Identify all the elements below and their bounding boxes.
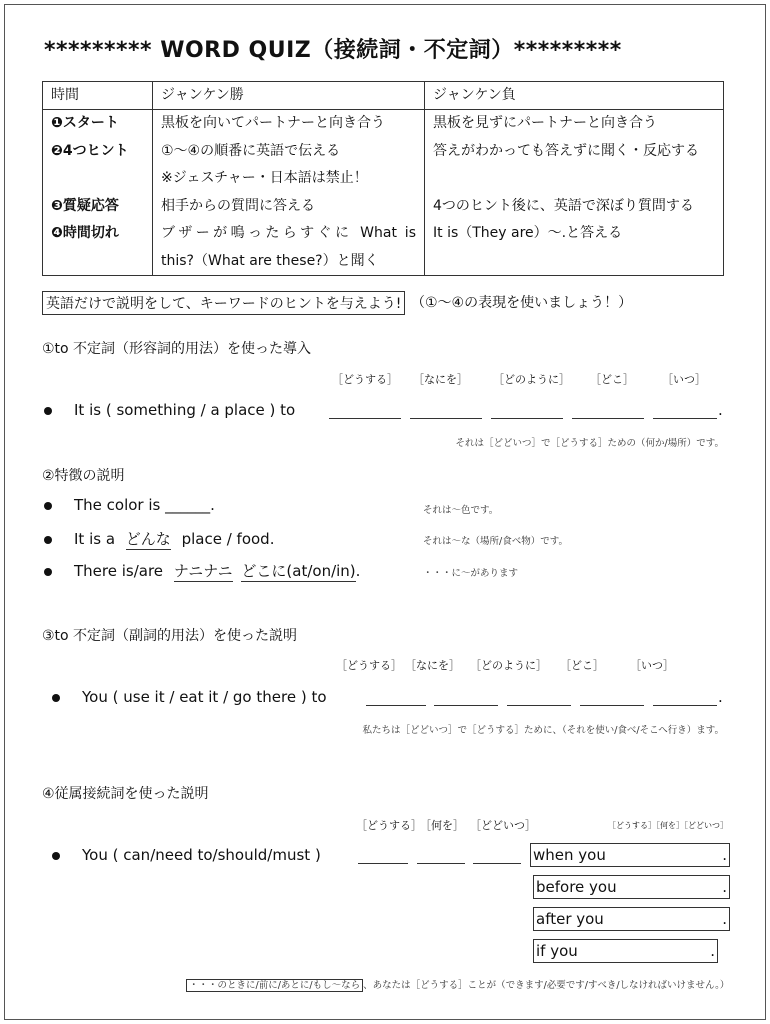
time-line: ❸質疑応答 [51, 197, 119, 214]
winner-line: ※ジェスチャー・日本語は禁止！ [161, 170, 368, 186]
hint-label: ［いつ］ [630, 659, 674, 672]
answer-blank[interactable] [653, 405, 717, 419]
bullet-dot [44, 502, 52, 510]
sentence-text: You ( can/need to/should/must ) [82, 846, 321, 864]
section4-translation [186, 977, 729, 991]
bullet-dot [44, 536, 52, 544]
instruction-note: （①〜④の表現を使いましょう！） [411, 295, 633, 311]
hint-label: ［どのように］ [493, 373, 570, 386]
section3-translation: 私たちは［どどいつ］で［どうする］ために、（それを使い/食べ/そこへ行き）ます。 [362, 725, 724, 736]
winner-line: ブザーが鳴ったらすぐに What is [161, 225, 416, 241]
answer-blank[interactable] [358, 850, 408, 864]
clause-period: . [722, 878, 727, 896]
clause-box-after[interactable] [533, 907, 730, 931]
schedule-table [42, 81, 724, 276]
answer-blank[interactable] [329, 405, 401, 419]
hint-label: ［なにを］ [405, 659, 460, 672]
answer-blank[interactable] [580, 692, 644, 706]
loser-line: 黒板を見ずにパートナーと向き合う [433, 115, 657, 131]
header-loser: ジャンケン負 [425, 82, 724, 110]
hint-label: ［どどいつ］ [470, 819, 536, 832]
item-placeholder: ナニナニ [173, 562, 233, 580]
time-line: ❹時間切れ [51, 225, 119, 241]
footnote-boxed: ・・・のときに/前に/あとに/もし〜なら [186, 979, 363, 992]
section4-sentence-row [52, 846, 321, 864]
loser-line: It is（They are）〜.と答える [433, 225, 623, 241]
hint-label: ［どこ］ [560, 659, 604, 672]
section1-translation: それは［どどいつ］で［どうする］ための（何か/場所）です。 [455, 438, 724, 449]
table-header-row [43, 82, 724, 110]
section4-hints-small: ［どうする］［何を］［どどいつ］ [608, 821, 728, 830]
answer-blank[interactable] [653, 692, 717, 706]
table-body-row [43, 110, 724, 276]
answer-blank[interactable] [507, 692, 571, 706]
winner-column [153, 110, 425, 276]
winner-line: 黒板を向いてパートナーと向き合う [161, 115, 385, 131]
sentence-period: . [718, 688, 723, 706]
section3-heading: ③to 不定詞（副詞的用法）を使った説明 [42, 628, 298, 644]
bullet-dot [44, 407, 52, 415]
hint-label: ［何を］ [420, 819, 464, 832]
section1-sentence-row [44, 401, 295, 419]
loser-column [425, 110, 724, 276]
clause-text: before you [536, 878, 617, 896]
item-note: それは〜な（場所/食べ物）です。 [423, 536, 568, 547]
clause-box-if[interactable] [533, 939, 718, 963]
answer-blank[interactable] [366, 692, 426, 706]
item-text: There is/are [74, 562, 164, 580]
section2-item [44, 496, 215, 514]
loser-line: 答えがわかっても答えずに聞く・反応する [433, 142, 699, 159]
item-note: ・・・に〜があります [423, 568, 519, 579]
section3-sentence-row [52, 688, 327, 706]
loser-line: 4つのヒント後に、英語で深ぼり質問する [433, 197, 694, 214]
sentence-period: . [718, 401, 723, 419]
hint-label: ［どうする］ [332, 373, 398, 386]
section1-hints [0, 371, 770, 385]
sentence-text: It is ( something / a place ) to [74, 401, 296, 419]
answer-blank[interactable] [417, 850, 465, 864]
item-note: それは〜色です。 [423, 505, 499, 516]
page-title: ********* WORD QUIZ（接続詞・不定詞）********* [44, 38, 622, 63]
time-line [51, 165, 144, 193]
header-winner: ジャンケン勝 [153, 82, 425, 110]
bullet-dot [52, 694, 60, 702]
bullet-dot [44, 568, 52, 576]
section2-heading: ②特徴の説明 [42, 468, 125, 484]
winner-line: this?（What are these?）と聞く [161, 252, 379, 269]
instruction-boxed: 英語だけで説明をして、キーワードのヒントを与えよう! [42, 291, 405, 315]
clause-text: if you [536, 942, 578, 960]
bullet-dot [52, 852, 60, 860]
answer-blank[interactable] [491, 405, 563, 419]
item-text: place / food. [181, 530, 275, 548]
answer-blank[interactable] [473, 850, 521, 864]
section2-item [44, 528, 274, 549]
answer-blank[interactable] [572, 405, 644, 419]
hint-label: ［どのように］ [470, 659, 547, 672]
clause-period: . [722, 846, 727, 864]
section2-item [44, 560, 360, 581]
answer-blank[interactable] [434, 692, 498, 706]
hint-label: ［なにを］ [413, 373, 468, 386]
item-text: It is a [74, 530, 116, 548]
winner-line: ①〜④の順番に英語で伝える [161, 142, 341, 159]
time-column [43, 110, 153, 276]
hint-label: ［いつ］ [662, 373, 706, 386]
item-text: . [355, 562, 361, 580]
time-line: ❷4つヒント [51, 142, 129, 159]
sentence-text: You ( use it / eat it / go there ) to [82, 688, 327, 706]
loser-line [433, 165, 715, 193]
section1-heading: ①to 不定詞（形容詞的用法）を使った導入 [42, 341, 312, 357]
hint-label: ［どこ］ [590, 373, 634, 386]
header-time: 時間 [43, 82, 153, 110]
clause-period: . [710, 942, 715, 960]
hint-label: ［どうする］ [336, 659, 402, 672]
hint-label: ［どうする］ [356, 819, 422, 832]
clause-text: after you [536, 910, 604, 928]
item-placeholder: どんな [125, 530, 171, 548]
section3-hints [0, 657, 770, 671]
item-placeholder: どこに(at/on/in) [241, 562, 356, 580]
winner-line: 相手からの質問に答える [161, 197, 315, 214]
clause-period: . [722, 910, 727, 928]
answer-blank[interactable] [410, 405, 482, 419]
clause-box-when[interactable] [530, 843, 730, 867]
clause-text: when you [533, 846, 606, 864]
item-blank: ______. [165, 496, 215, 514]
footnote-text: 、あなたは［どうする］ことが（できます/必要です/すべき/しなければいけません。） [363, 980, 730, 991]
item-text: The color is [74, 496, 161, 514]
section4-heading: ④従属接続詞を使った説明 [42, 786, 209, 802]
time-line: ❶スタート [51, 115, 119, 131]
clause-box-before[interactable] [533, 875, 730, 899]
